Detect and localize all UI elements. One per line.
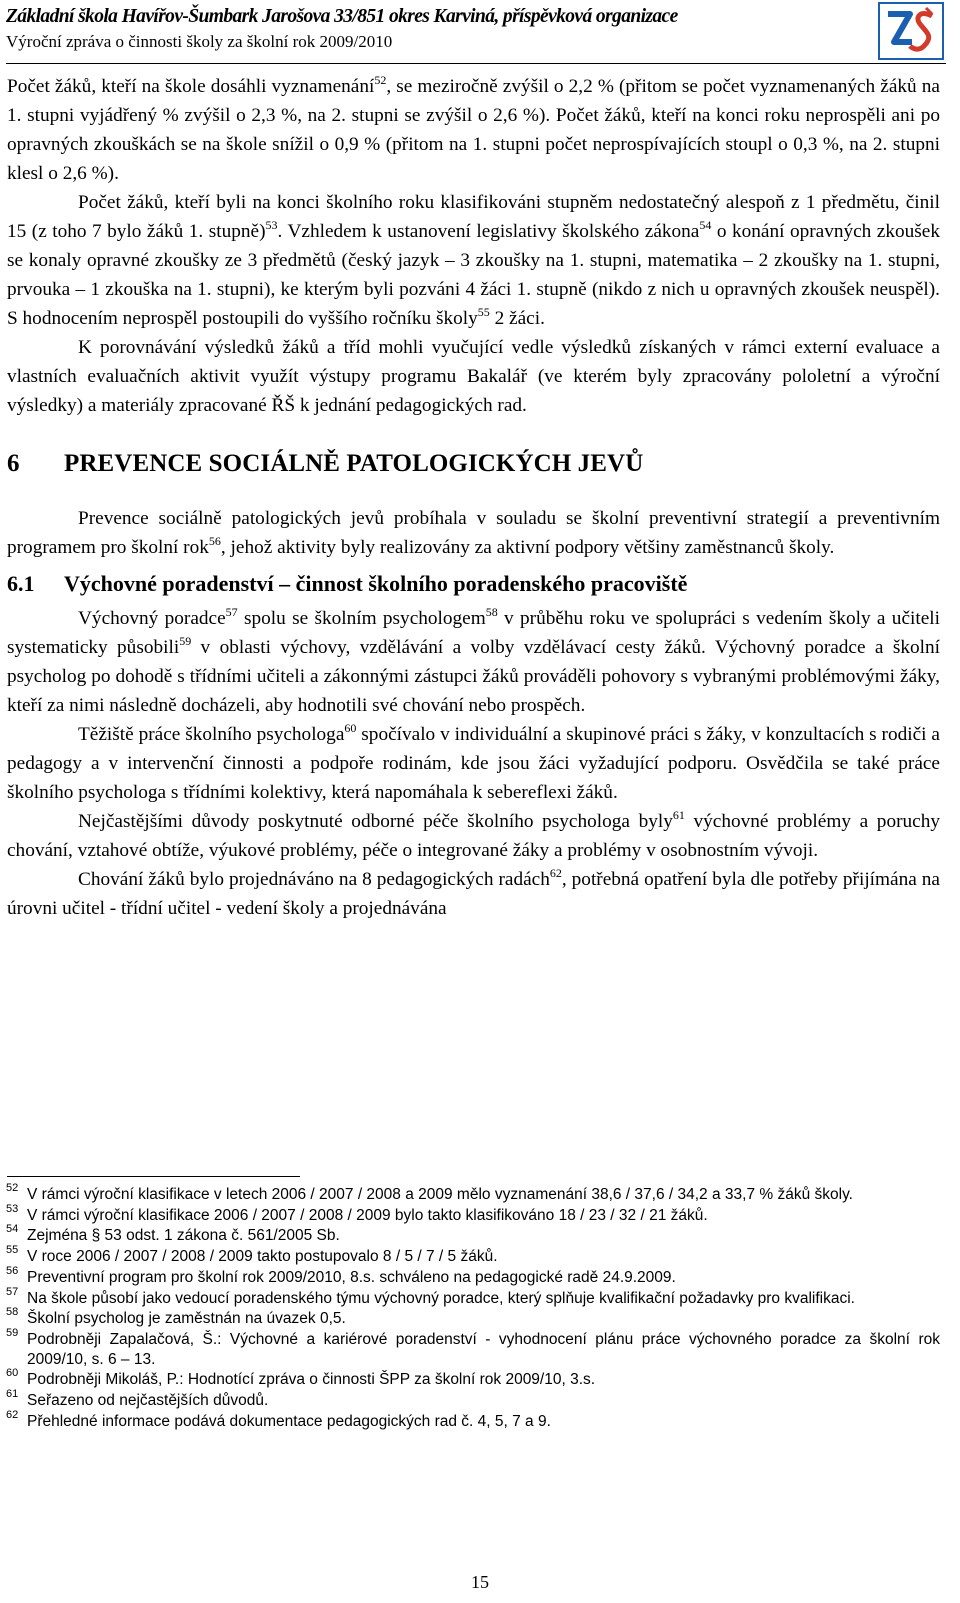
report-title: Výroční zpráva o činnosti školy za školní rok 2009/2010 bbox=[6, 32, 393, 51]
footnote-text: V rámci výroční klasifikace 2006 / 2007 / 2008 / 2009 bylo takto klasifikováno 18 / 23 / 32 / 21 žáků. bbox=[27, 1206, 708, 1224]
footnote-text: Podrobněji Zapalačová, Š.: Výchovné a kariérové poradenství - vyhodnocení plánu práce výchovného poradce za školní rok 2009/10, s. 6 – 13. bbox=[27, 1330, 940, 1368]
footnote-text: Zejména § 53 odst. 1 zákona č. 561/2005 Sb. bbox=[27, 1227, 340, 1245]
footnote-ref-62: 62 bbox=[549, 866, 562, 880]
footnote-text: Podrobněji Mikoláš, P.: Hodnotící zpráva o činnosti ŠPP za školní rok 2009/10, 3.s. bbox=[27, 1371, 596, 1389]
section-title: PREVENCE SOCIÁLNĚ PATOLOGICKÝCH JEVŮ bbox=[64, 450, 644, 477]
footnote-ref-55: 55 bbox=[477, 305, 490, 319]
footnote bbox=[6, 1264, 940, 1288]
paragraph-comparison: K porovnávání výsledků žáků a tříd mohli vyučující vedle výsledků získaných v rámci externí evaluace a vlastních evaluačních aktivit využít výstupy programu Bakalář (ve kterém byly zpracovány pololetní a výroční výsledky) a materiály zpracované ŘŠ k jednání pedagogických rad. bbox=[7, 337, 940, 416]
footnote bbox=[6, 1326, 940, 1369]
footnote bbox=[6, 1182, 940, 1205]
paragraph-psychologist: Těžiště práce školního psychologa$^{60}$ spočívalo v individuální a skupinové práci s žáky, v konzultacích s rodiči a pedagogy a v intervenční činnosti a podpoře rodinám, kde jsou žáci vyžadující podporu. Osvědčila se také práce školního psychologa s třídními kolektivy, která napomáhala k sebereflexi žáků. bbox=[7, 721, 940, 803]
section-number: 6 bbox=[7, 450, 20, 477]
footnote bbox=[6, 1388, 940, 1411]
footnote-text: Preventivní program pro školní rok 2009/2010, 8.s. schváleno na pedagogické radě 24.9.2009. bbox=[27, 1268, 676, 1286]
footnote-text: Na škole působí jako vedoucí poradenského týmu výchovný poradce, který splňuje kvalifikační požadavky pro kvalifikaci. bbox=[27, 1289, 855, 1307]
footnote-number: 54 bbox=[6, 1223, 19, 1236]
footnote bbox=[6, 1202, 940, 1226]
footnote-ref-52: 52 bbox=[374, 73, 387, 87]
footnote-text: Seřazeno od nejčastějších důvodů. bbox=[27, 1392, 269, 1410]
page-content bbox=[7, 72, 940, 923]
paragraph-honors: Počet žáků, kteří na škole dosáhli vyznamenání$^{52}$, se meziročně zvýšil o 2,2 % (přitom se počet vyznamenaných žáků na 1. stupni vyjádřený % zvýšil o 2,3 %, na 2. stupni se zvýšil o 2,6 %). Počet žáků, kteří na konci roku neprospěli ani po opravných zkouškách se na škole snížil o 0,9 % (přitom na 1. stupni počet neprospívajících stoupl o 0,3 %, na 2. stupni klesl o 2,6 %). bbox=[7, 73, 940, 184]
footnote-text: Školní psycholog je zaměstnán na úvazek 0,5. bbox=[27, 1310, 346, 1328]
footnote-text: V rámci výroční klasifikace v letech 2006 / 2007 / 2008 a 2009 mělo vyznamenání 38,6 / 37,6 / 34,2 a 33,7 % žáků školy. bbox=[27, 1186, 853, 1203]
footnote-text: Přehledné informace podává dokumentace pedagogických rad č. 4, 5, 7 a 9. bbox=[27, 1412, 551, 1430]
subsection-number: 6.1 bbox=[7, 571, 35, 596]
footnote-ref-59: 59 bbox=[179, 634, 192, 648]
footnote-number: 62 bbox=[6, 1408, 19, 1421]
footnote bbox=[6, 1367, 940, 1390]
footnote bbox=[6, 1408, 940, 1432]
footnote-number: 59 bbox=[6, 1326, 19, 1339]
footnote-ref-54: 54 bbox=[699, 218, 712, 232]
section-heading-6 bbox=[7, 448, 940, 480]
paragraph-prevention: Prevence sociálně patologických jevů probíhala v souladu se školní preventivní strategií a preventivním programem pro školní rok$^{56}$, jehož aktivity byly realizovány za aktivní podpory většiny zaměstnanců školy. bbox=[7, 508, 940, 558]
paragraph-reasons: Nejčastějšími důvody poskytnuté odborné péče školního psychologa byly$^{61}$ výchovné problémy a poruchy chování, vztahové obtíže, výukové problémy, péče o integrované žáky a problémy v osobnostním vývoji. bbox=[7, 808, 940, 861]
subsection-heading-6-1 bbox=[7, 568, 940, 600]
school-name: Základní škola Havířov-Šumbark Jarošova 33/851 okres Karviná, příspěvková organizace bbox=[6, 6, 678, 27]
page-header bbox=[6, 2, 946, 64]
footnote-divider bbox=[7, 1176, 300, 1177]
footnote-ref-57: 57 bbox=[225, 605, 238, 619]
footnote-ref-60: 60 bbox=[344, 721, 357, 735]
header-divider bbox=[6, 63, 946, 64]
footnote-number: 52 bbox=[6, 1182, 19, 1194]
footnote-number: 60 bbox=[6, 1367, 19, 1380]
footnote-number: 61 bbox=[6, 1388, 19, 1401]
footnote-ref-61: 61 bbox=[672, 808, 685, 822]
footnote bbox=[6, 1223, 940, 1246]
paragraph-counselor: Výchovný poradce$^{57}$ spolu se školním psychologem$^{58}$ v průběhu roku ve spolupráci s vedením školy a učiteli systematicky působili$^{59}$ v oblasti výchovy, vzdělávání a volby vzdělávací cesty žáků. Výchovný poradce a školní psycholog po dohodě s třídními učiteli a zákonnými zástupci žáků prováděli pohovory s vybranými problémovými žáky, kteří za nimi následně docházeli, aby hodnotili své chování nebo prospěch. bbox=[7, 605, 940, 716]
footnote bbox=[6, 1244, 940, 1267]
subsection-title: Výchovné poradenství – činnost školního poradenského pracoviště bbox=[64, 571, 688, 596]
footnote-number: 58 bbox=[6, 1306, 19, 1319]
footnote-number: 57 bbox=[6, 1285, 19, 1298]
footnotes bbox=[6, 1182, 940, 1431]
footnote-ref-58: 58 bbox=[485, 605, 498, 619]
footnote-number: 53 bbox=[6, 1202, 19, 1215]
page-number: 15 bbox=[471, 1572, 489, 1592]
paragraph-failing: Počet žáků, kteří byli na konci školního roku klasifikováni stupněm nedostatečný alespoň z 1 předmětu, činil 15 (z toho 7 bylo žáků 1. stupně)$^{53}$. Vzhledem k ustanovení legislativy školského zákona$^{54}$ o konání opravných zkoušek se konaly opravné zkoušky ze 3 předmětů (český jazyk – 3 zkoušky na 1. stupni, matematika – 2 zkoušky na 1. stupni, prvouka – 1 zkouška na 1. stupni), ke kterým byli pozváni 4 žáci 1. stupně (nikdo z nich u opravných zkoušek neuspěl). S hodnocením neprospěl postoupili do vyššího ročníku školy$^{55}$ 2 žáci. bbox=[7, 192, 940, 329]
footnote bbox=[6, 1306, 940, 1329]
paragraph-behavior: Chování žáků bylo projednáváno na 8 pedagogických radách$^{62}$, potřebná opatření byla dle potřeby přijímána na úrovni učitel - třídní učitel - vedení školy a projednávána bbox=[7, 866, 940, 919]
footnote bbox=[6, 1285, 940, 1309]
footnote-number: 56 bbox=[6, 1264, 19, 1277]
footnote-number: 55 bbox=[6, 1244, 19, 1257]
school-logo bbox=[878, 2, 944, 60]
footnote-text: V roce 2006 / 2007 / 2008 / 2009 takto postupovalo 8 / 5 / 7 / 5 žáků. bbox=[27, 1248, 498, 1266]
footnote-ref-53: 53 bbox=[265, 218, 278, 232]
footnote-ref-56: 56 bbox=[208, 534, 221, 548]
